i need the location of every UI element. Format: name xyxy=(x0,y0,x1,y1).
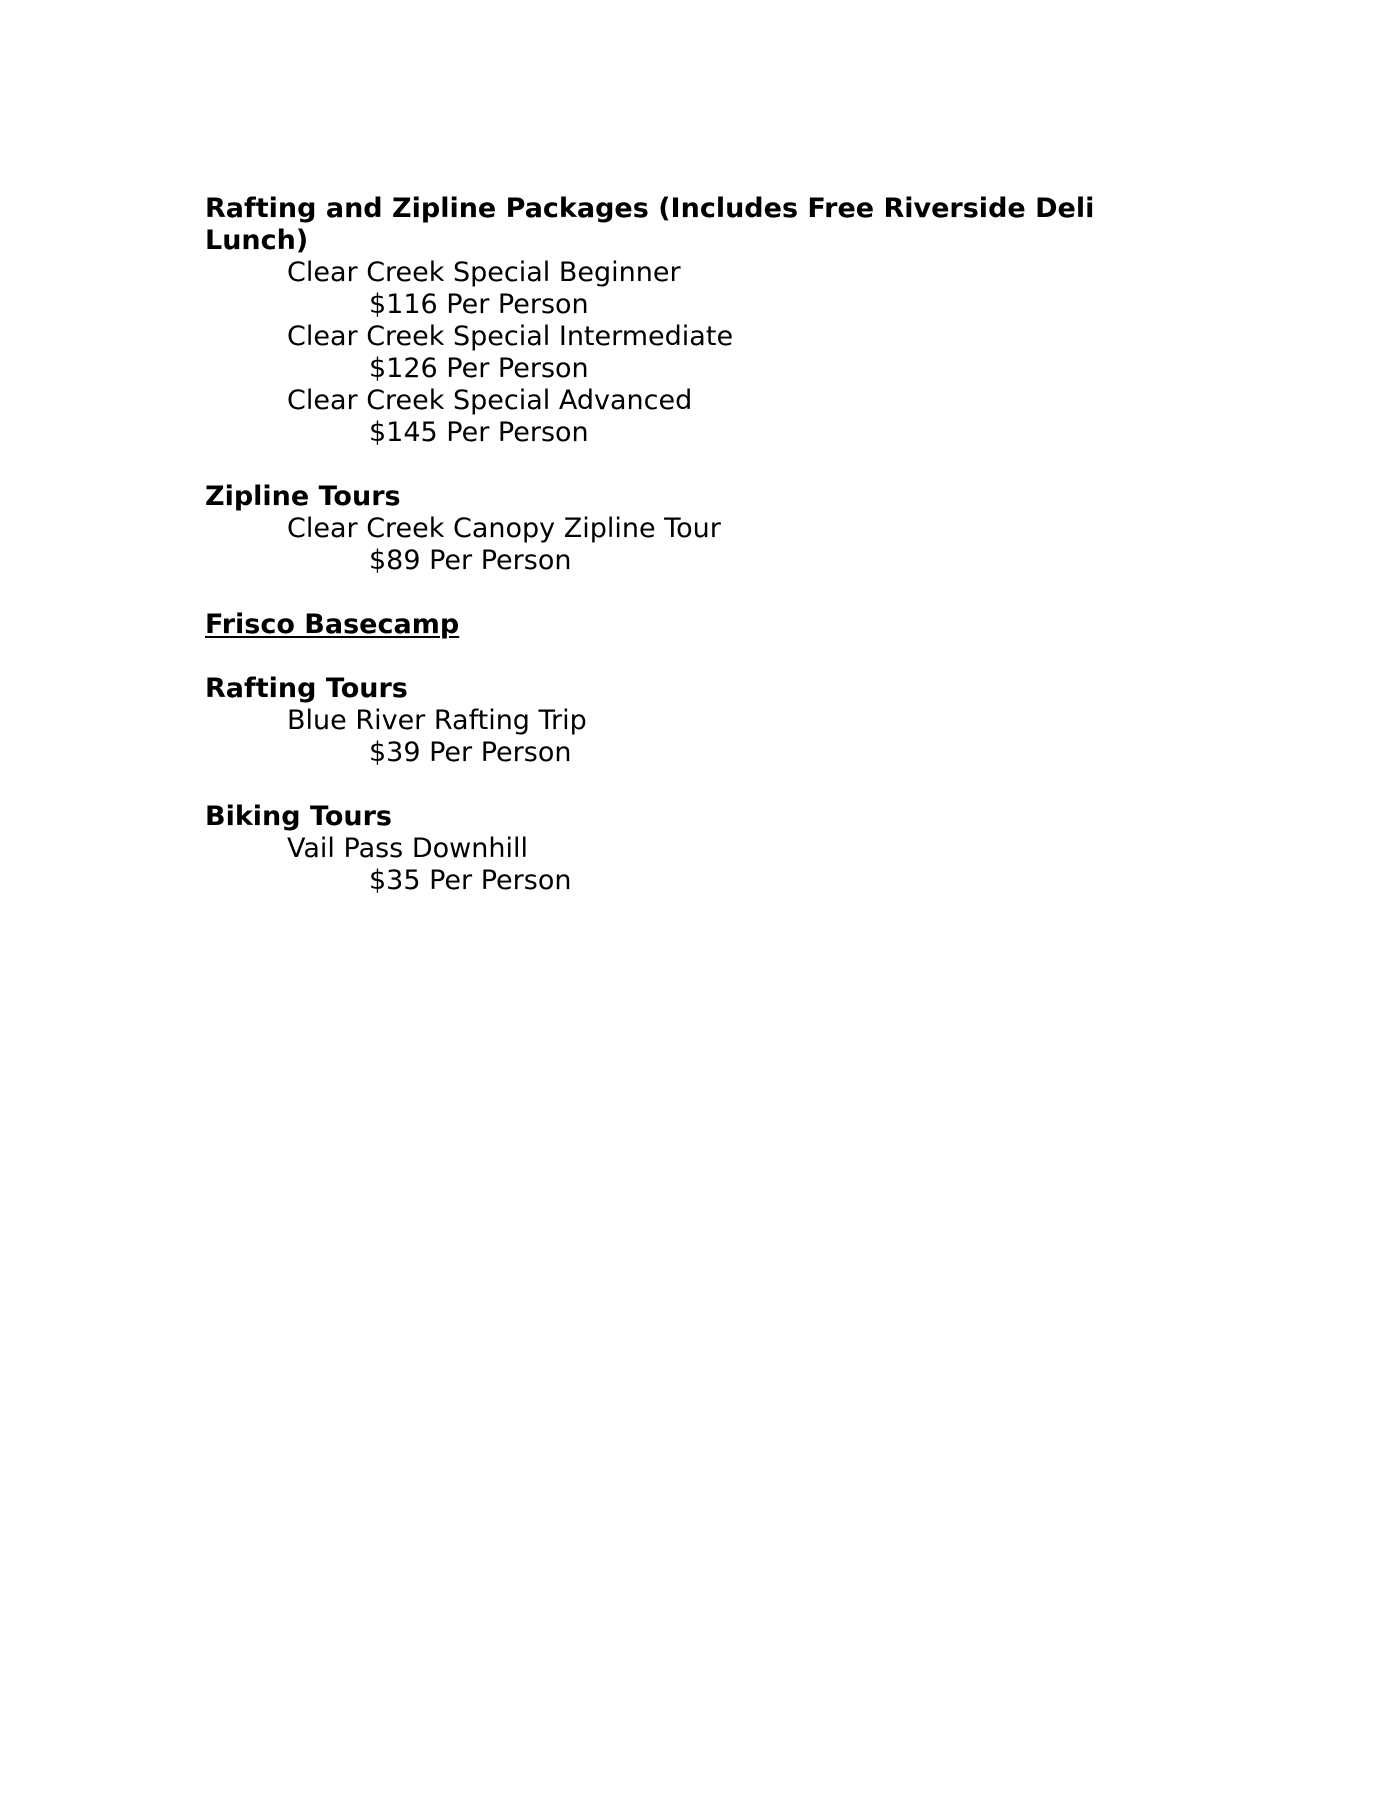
spacer xyxy=(205,641,1145,673)
document-body xyxy=(205,193,1145,897)
tour-price: $116 Per Person xyxy=(369,289,589,320)
section-heading-biking: Biking Tours xyxy=(205,801,392,832)
spacer xyxy=(205,577,1145,609)
tour-name: Clear Creek Canopy Zipline Tour xyxy=(287,513,721,544)
spacer xyxy=(205,449,1145,481)
tour-name: Clear Creek Special Intermediate xyxy=(287,321,734,352)
tour-price: $35 Per Person xyxy=(369,865,572,896)
tour-name: Vail Pass Downhill xyxy=(287,833,528,864)
tour-price: $126 Per Person xyxy=(369,353,589,384)
tour-name: Blue River Rafting Trip xyxy=(287,705,587,736)
tour-name: Clear Creek Special Beginner xyxy=(287,257,681,288)
basecamp-heading: Frisco Basecamp xyxy=(205,609,460,640)
section-heading-rafting: Rafting Tours xyxy=(205,673,408,704)
tour-price: $145 Per Person xyxy=(369,417,589,448)
section-heading-packages: Rafting and Zipline Packages (Includes Free Riverside Deli Lunch) xyxy=(205,193,1095,256)
tour-name: Clear Creek Special Advanced xyxy=(287,385,693,416)
tour-price: $39 Per Person xyxy=(369,737,572,768)
tour-price: $89 Per Person xyxy=(369,545,572,576)
section-heading-zipline: Zipline Tours xyxy=(205,481,401,512)
spacer xyxy=(205,769,1145,801)
